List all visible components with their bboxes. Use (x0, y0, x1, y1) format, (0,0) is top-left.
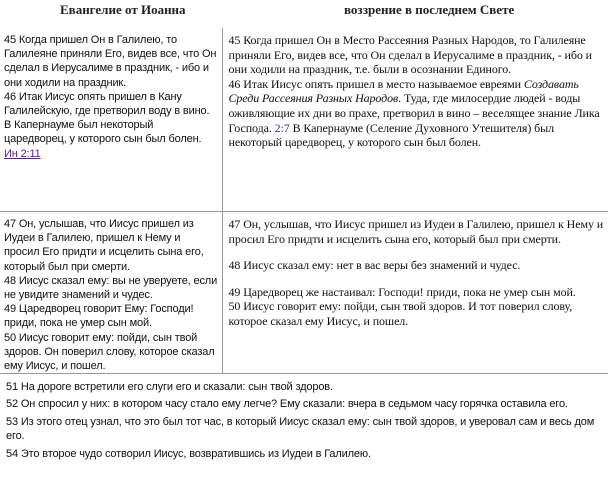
right-column-header: воззрение в последнем Свете (344, 2, 515, 17)
verse-46-original: 46 Итак Иисус опять пришел в Кану Галилейскую, где претворил воду в вино. В Капернауме был некоторый царедворец, у которого сын был болен. (4, 90, 210, 146)
verse-46-italic: Создавать Среди Рассеяния Разных Народов (228, 76, 579, 106)
verse-50-interpretation: 50 Иисус говорит ему: пойди, сын твой здоров. И тот поверил слову, которое сказал ему Иисус, и пошел. (228, 299, 573, 328)
verse-46-interpretation (229, 77, 607, 150)
verse-45-interpretation: 45 Когда пришел Он в Место Рассеяния Разных Народов, то Галилеяне приняли Его, видев все, что Он сделал в Иерусалиме в праздник, - ибо и они ходили на праздник, т.е. были в осознании Единого. (228, 33, 593, 77)
verse-54: 54 Это второе чудо сотворил Иисус, возвратившись из Иудеи в Галилею. (6, 447, 371, 460)
right-top-cell (222, 28, 608, 212)
verse-47-original: 47 Он, услышав, что Иисус пришел из Иудеи в Галилею, пришел к Нему и просил Его придти и исцелить сына его, который был при смерти. (4, 218, 204, 273)
verse-47-interpretation: 47 Он, услышав, что Иисус пришел из Иудеи в Галилею, пришел к Нему и просил Его придти и исцелить сына его, который был при смерти. (228, 217, 604, 246)
verse-48-original: 48 Иисус сказал ему: вы не уверуете, если не увидите знамений и чудес. (4, 274, 218, 302)
verse-46-reference: 2:7 (274, 120, 290, 135)
comparison-table (0, 28, 608, 374)
verse-52: 52 Он спросил у них: в котором часу стало ему легче? Ему сказали: вчера в седьмом часу горячка оставила его. (6, 398, 568, 411)
left-column-header: Евангелие от Иоанна (60, 2, 186, 17)
table-row (0, 212, 608, 374)
table-row (0, 28, 608, 212)
cross-reference-link[interactable]: Ин 2:11 (4, 147, 41, 160)
verse-51: 51 На дороге встретили его слуги его и сказали: сын твой здоров. (6, 381, 333, 393)
verse-46-text-b: . Туда, где милосердие людей - воды оживляющие их дни во прахе, претворил в вино – веселящее знание Лика Господа. (228, 91, 600, 135)
left-bottom-cell (0, 212, 222, 374)
verse-49-interpretation: 49 Царедворец же настаивал: Господи! приди, пока не умер сын мой. (228, 284, 576, 299)
verse-46-text-c: В Капернауме (Селение Духовного Утешителя) был некоторый царедворец, у которого сын был болен. (228, 120, 554, 150)
verse-49-original: 49 Царедворец говорит Ему: Господи! приди, пока не умер сын мой. (4, 303, 194, 330)
right-bottom-cell (222, 212, 608, 374)
verse-48-interpretation: 48 Иисус сказал ему: нет в вас веры без знамений и чудес. (228, 258, 521, 273)
verse-45-original: 45 Когда пришел Он в Галилею, то Галилеяне приняли Его, видев все, что Он сделал в Иерусалиме в праздник, - ибо и они ходили на праздник. (4, 34, 217, 89)
verse-46-text-a: 46 Итак Иисус опять пришел в место называемое евреями (228, 76, 524, 91)
verse-50-original: 50 Иисус говорит ему: пойди, сын твой здоров. Он поверил слову, которое сказал ему Иисус, и пошел. (4, 331, 215, 373)
verse-53: 53 Из этого отец узнал, что это был тот час, в который Иисус сказал ему: сын твой здоров, и уверовал сам и весь дом его. (6, 415, 595, 443)
continuation-text (6, 380, 602, 464)
left-top-cell (0, 28, 222, 212)
